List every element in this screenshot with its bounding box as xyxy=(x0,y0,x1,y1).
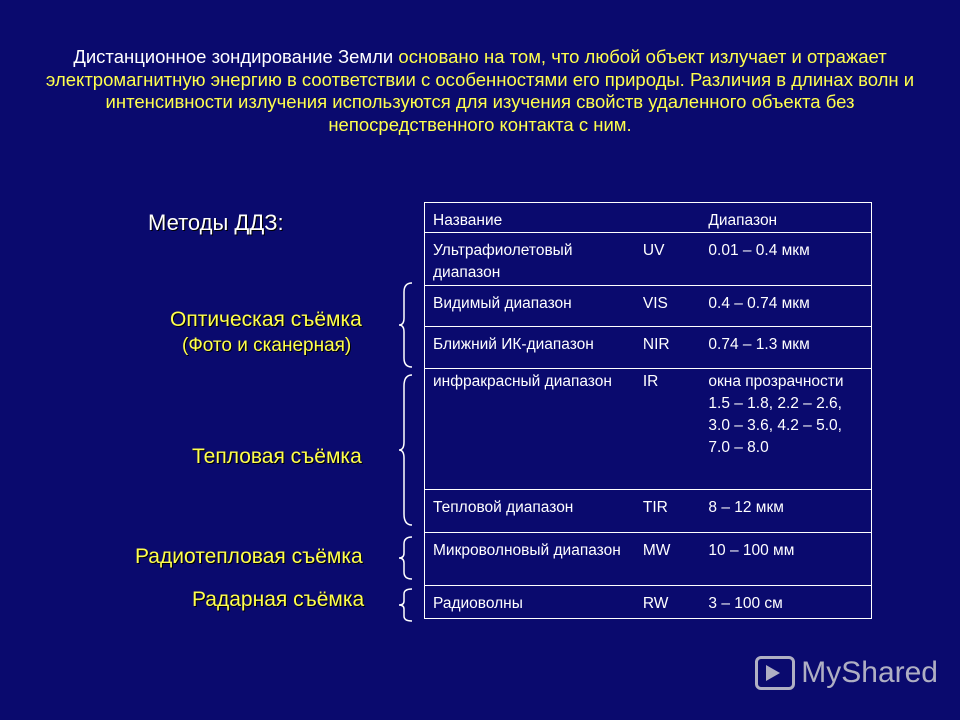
brace-radiothermal-icon xyxy=(398,536,414,580)
brace-optical-icon xyxy=(398,282,414,368)
method-radiothermal: Радиотепловая съёмка xyxy=(135,545,363,568)
table-row xyxy=(425,533,872,586)
table-row xyxy=(425,286,872,327)
row-range: 8 – 12 мкм xyxy=(700,490,871,533)
row-code: UV xyxy=(629,233,701,286)
watermark-text: MyShared xyxy=(801,656,938,689)
intro-text: основано на том, что любой объект излучает и отражает электромагнитную энергию в соответствии с особенностями его природы. Различия в длинах волн и интенсивности излучения используются для изучения свойств удаленного объекта без непосредственного контакта с ним. xyxy=(45,46,915,135)
intro-highlight: Дистанционное зондирование Земли xyxy=(73,46,394,67)
method-thermal: Тепловая съёмка xyxy=(192,445,362,468)
row-range: 0.4 – 0.74 мкм xyxy=(700,286,871,327)
table-row xyxy=(425,490,872,533)
row-code: IR xyxy=(629,369,701,490)
play-logo-icon xyxy=(755,656,795,690)
header-range: Диапазон xyxy=(700,203,871,233)
brace-radar-icon xyxy=(398,588,414,622)
row-code: NIR xyxy=(629,327,701,369)
method-optical: Оптическая съёмка xyxy=(170,308,362,331)
row-range: окна прозрачности 1.5 – 1.8, 2.2 – 2.6, 3.0 – 3.6, 4.2 – 5.0, 7.0 – 8.0 xyxy=(700,369,871,490)
row-name: Микроволновый диапазон xyxy=(425,533,629,586)
row-code: RW xyxy=(629,586,701,619)
spectral-ranges-table xyxy=(424,202,872,619)
row-code: VIS xyxy=(629,286,701,327)
row-range: 0.01 – 0.4 мкм xyxy=(700,233,871,286)
table-row xyxy=(425,369,872,490)
row-range: 0.74 – 1.3 мкм xyxy=(700,327,871,369)
methods-title: Методы ДДЗ: xyxy=(148,210,284,235)
row-range: 10 – 100 мм xyxy=(700,533,871,586)
table-row xyxy=(425,233,872,286)
brace-thermal-icon xyxy=(398,374,414,526)
header-name: Название xyxy=(425,203,629,233)
row-name: Ультрафиолетовый диапазон xyxy=(425,233,629,286)
row-range: 3 – 100 см xyxy=(700,586,871,619)
method-radar: Радарная съёмка xyxy=(192,588,365,611)
row-name: инфракрасный диапазон xyxy=(425,369,629,490)
intro-paragraph xyxy=(40,46,920,136)
table-header-row xyxy=(425,203,872,233)
table-row xyxy=(425,327,872,369)
row-name-text: Ближний ИК-диапазон xyxy=(433,336,594,353)
row-code: TIR xyxy=(629,490,701,533)
row-name: Радиоволны xyxy=(425,586,629,619)
row-name: Тепловой диапазон xyxy=(425,490,629,533)
row-code: MW xyxy=(629,533,701,586)
row-name: Видимый диапазон xyxy=(425,286,629,327)
row-name xyxy=(425,327,629,369)
table-row xyxy=(425,586,872,619)
header-code xyxy=(629,203,701,233)
method-optical-sub: (Фото и сканерная) xyxy=(182,335,352,356)
watermark xyxy=(755,656,938,690)
